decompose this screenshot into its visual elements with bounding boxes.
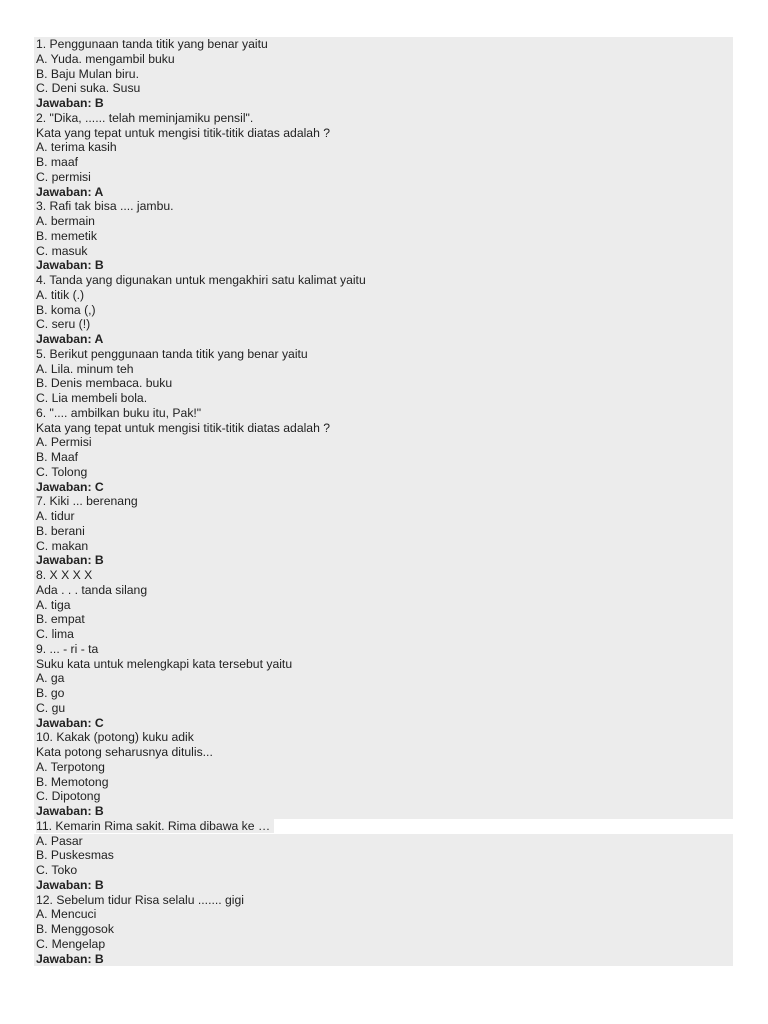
line-text: B. Puskesmas bbox=[36, 848, 114, 863]
text-line bbox=[34, 671, 733, 686]
text-line bbox=[34, 362, 733, 377]
text-line bbox=[34, 539, 733, 554]
text-line bbox=[34, 568, 733, 583]
line-text: 7. Kiki ... berenang bbox=[36, 494, 138, 509]
quiz-document bbox=[34, 37, 733, 966]
text-line bbox=[34, 273, 733, 288]
text-line bbox=[34, 450, 733, 465]
line-text: B. koma (,) bbox=[36, 302, 96, 317]
text-line bbox=[34, 111, 733, 126]
answer-line bbox=[34, 480, 733, 495]
text-line bbox=[34, 214, 733, 229]
answer-line bbox=[34, 185, 733, 200]
line-text: Jawaban: C bbox=[36, 479, 104, 494]
text-line bbox=[34, 893, 733, 908]
answer-line bbox=[34, 878, 733, 893]
text-line bbox=[34, 627, 733, 642]
line-text: Jawaban: C bbox=[36, 715, 104, 730]
line-text: 10. Kakak (potong) kuku adik bbox=[36, 730, 194, 745]
line-text: B. empat bbox=[36, 612, 85, 627]
text-line bbox=[34, 922, 733, 937]
line-text: C. masuk bbox=[36, 243, 88, 258]
text-line bbox=[34, 52, 733, 67]
text-line bbox=[34, 686, 733, 701]
text-line bbox=[34, 199, 733, 214]
line-text: A. ga bbox=[36, 671, 65, 686]
line-text: Jawaban: B bbox=[36, 258, 104, 273]
line-text: 11. Kemarin Rima sakit. Rima dibawa ke … bbox=[36, 819, 274, 833]
line-text: B. berani bbox=[36, 523, 85, 538]
text-line bbox=[34, 170, 733, 185]
line-text: B. maaf bbox=[36, 155, 78, 169]
line-text: Suku kata untuk melengkapi kata tersebut yaitu bbox=[36, 656, 293, 671]
answer-line bbox=[34, 332, 733, 347]
line-text: A. Mencuci bbox=[36, 907, 97, 922]
answer-line bbox=[34, 553, 733, 568]
line-text: B. Memotong bbox=[36, 774, 109, 789]
line-text: A. bermain bbox=[36, 214, 95, 228]
text-line bbox=[34, 509, 733, 524]
line-text: 5. Berikut penggunaan tanda titik yang benar yaitu bbox=[36, 346, 308, 361]
line-text: A. Yuda. mengambil buku bbox=[36, 51, 175, 66]
text-line bbox=[34, 140, 733, 155]
line-text: A. Permisi bbox=[36, 435, 92, 450]
line-text: C. permisi bbox=[36, 169, 91, 184]
line-text: 2. "Dika, ...... telah meminjamiku pensil". bbox=[36, 110, 254, 125]
line-text: 12. Sebelum tidur Risa selalu ....... gigi bbox=[36, 892, 244, 907]
line-text: Jawaban: B bbox=[36, 951, 104, 966]
text-line bbox=[34, 789, 733, 804]
line-text: Kata yang tepat untuk mengisi titik-titik diatas adalah ? bbox=[36, 125, 331, 140]
text-line bbox=[34, 406, 733, 421]
text-line bbox=[34, 583, 733, 598]
line-text: B. memetik bbox=[36, 228, 97, 243]
line-text: A. Pasar bbox=[36, 833, 83, 848]
line-text: C. seru (!) bbox=[36, 317, 91, 332]
line-text: Kata potong seharusnya ditulis... bbox=[36, 745, 213, 759]
line-text: Kata yang tepat untuk mengisi titik-titik diatas adalah ? bbox=[36, 420, 331, 435]
text-line bbox=[34, 819, 733, 834]
text-line bbox=[34, 229, 733, 244]
line-text: 1. Penggunaan tanda titik yang benar yaitu bbox=[36, 37, 268, 51]
line-text: Jawaban: B bbox=[36, 877, 104, 892]
line-text: C. makan bbox=[36, 538, 89, 553]
answer-line bbox=[34, 258, 733, 273]
text-line bbox=[34, 465, 733, 480]
line-text: C. lima bbox=[36, 627, 74, 641]
line-text: Jawaban: B bbox=[36, 96, 104, 110]
text-line bbox=[34, 244, 733, 259]
line-text: A. tidur bbox=[36, 509, 75, 523]
answer-line bbox=[34, 716, 733, 731]
text-line bbox=[34, 37, 733, 52]
line-text: 6. ".... ambilkan buku itu, Pak!" bbox=[36, 405, 202, 420]
text-line bbox=[34, 524, 733, 539]
text-line bbox=[34, 937, 733, 952]
text-line bbox=[34, 81, 733, 96]
text-line bbox=[34, 701, 733, 716]
answer-line bbox=[34, 804, 733, 819]
line-text: C. Lia membeli bola. bbox=[36, 391, 148, 405]
line-text: B. Menggosok bbox=[36, 922, 114, 936]
text-line bbox=[34, 494, 733, 509]
text-line bbox=[34, 435, 733, 450]
text-line bbox=[34, 848, 733, 863]
line-text: 8. X X X X bbox=[36, 568, 93, 582]
line-text: B. go bbox=[36, 686, 65, 700]
text-line bbox=[34, 745, 733, 760]
text-line bbox=[34, 391, 733, 406]
text-line bbox=[34, 421, 733, 436]
line-text: A. Lila. minum teh bbox=[36, 361, 134, 376]
line-text: Jawaban: B bbox=[36, 804, 104, 818]
line-text: B. Maaf bbox=[36, 450, 78, 464]
line-text: A. titik (.) bbox=[36, 287, 85, 302]
line-text: 3. Rafi tak bisa .... jambu. bbox=[36, 199, 174, 214]
line-text: C. Mengelap bbox=[36, 936, 106, 951]
text-line bbox=[34, 288, 733, 303]
line-text: C. Dipotong bbox=[36, 789, 101, 804]
line-text: C. Deni suka. Susu bbox=[36, 81, 141, 96]
text-line bbox=[34, 907, 733, 922]
text-line bbox=[34, 863, 733, 878]
text-line bbox=[34, 126, 733, 141]
line-text: C. Toko bbox=[36, 863, 78, 877]
line-text: A. Terpotong bbox=[36, 759, 105, 774]
line-text: B. Denis membaca. buku bbox=[36, 376, 173, 391]
text-line bbox=[34, 657, 733, 672]
line-text: Jawaban: B bbox=[36, 553, 104, 568]
text-line bbox=[34, 376, 733, 391]
line-text: A. tiga bbox=[36, 597, 71, 612]
line-text: B. Baju Mulan biru. bbox=[36, 66, 139, 81]
text-line bbox=[34, 303, 733, 318]
answer-line bbox=[34, 952, 733, 967]
line-text: C. Tolong bbox=[36, 464, 88, 479]
line-text: 4. Tanda yang digunakan untuk mengakhiri satu kalimat yaitu bbox=[36, 273, 366, 287]
text-line bbox=[34, 347, 733, 362]
text-line bbox=[34, 730, 733, 745]
line-text: C. gu bbox=[36, 700, 66, 715]
text-line bbox=[34, 760, 733, 775]
line-text: A. terima kasih bbox=[36, 140, 117, 155]
answer-line bbox=[34, 96, 733, 111]
line-text: Jawaban: A bbox=[36, 184, 104, 199]
text-line bbox=[34, 317, 733, 332]
text-line bbox=[34, 642, 733, 657]
text-line bbox=[34, 775, 733, 790]
text-line bbox=[34, 612, 733, 627]
text-line bbox=[34, 67, 733, 82]
line-text: Ada . . . tanda silang bbox=[36, 582, 148, 597]
text-line bbox=[34, 598, 733, 613]
line-text: Jawaban: A bbox=[36, 332, 104, 346]
text-line bbox=[34, 834, 733, 849]
line-text: 9. ... - ri - ta bbox=[36, 641, 99, 656]
text-line bbox=[34, 155, 733, 170]
